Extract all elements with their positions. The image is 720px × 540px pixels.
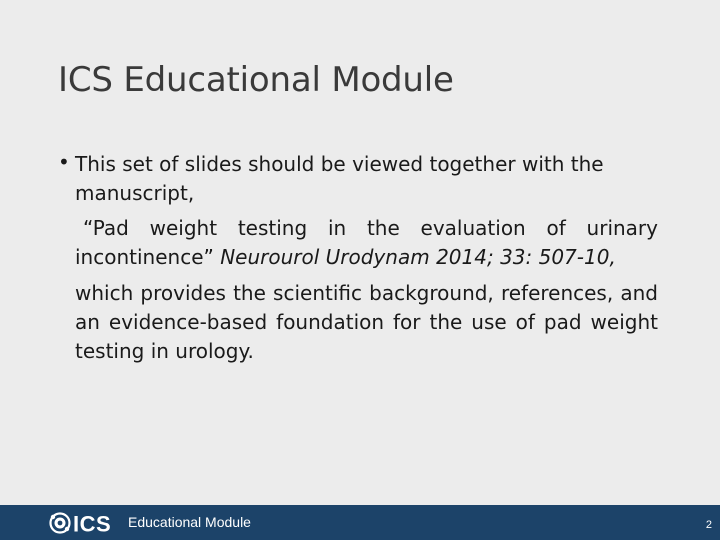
bullet-text: [75, 150, 658, 366]
manuscript-title-open: “Pad weight testing in the evaluation of urinary: [83, 216, 658, 240]
footer-bar: [0, 505, 720, 540]
slide-content: [58, 150, 658, 366]
footer-label: Educational Module: [128, 514, 251, 530]
bullet-dot-icon: •: [58, 150, 70, 174]
manuscript-title-close: incontinence”: [75, 245, 214, 269]
ics-logo-text: ICS: [73, 511, 112, 535]
page-number: 2: [705, 519, 712, 531]
bullet-description: which provides the scientific background, references, and an evidence-based foundation for the use of pad weight testing in urology.: [75, 281, 658, 363]
bullet-item: [58, 150, 658, 366]
ics-emblem-icon: [51, 514, 70, 533]
manuscript-reference: [75, 214, 658, 272]
ics-logo: [49, 511, 119, 535]
bullet-intro: This set of slides should be viewed together with the manuscript,: [75, 152, 604, 205]
slide-title: ICS Educational Module: [58, 60, 454, 100]
journal-citation: Neurourol Urodynam 2014; 33: 507-10,: [220, 245, 616, 269]
